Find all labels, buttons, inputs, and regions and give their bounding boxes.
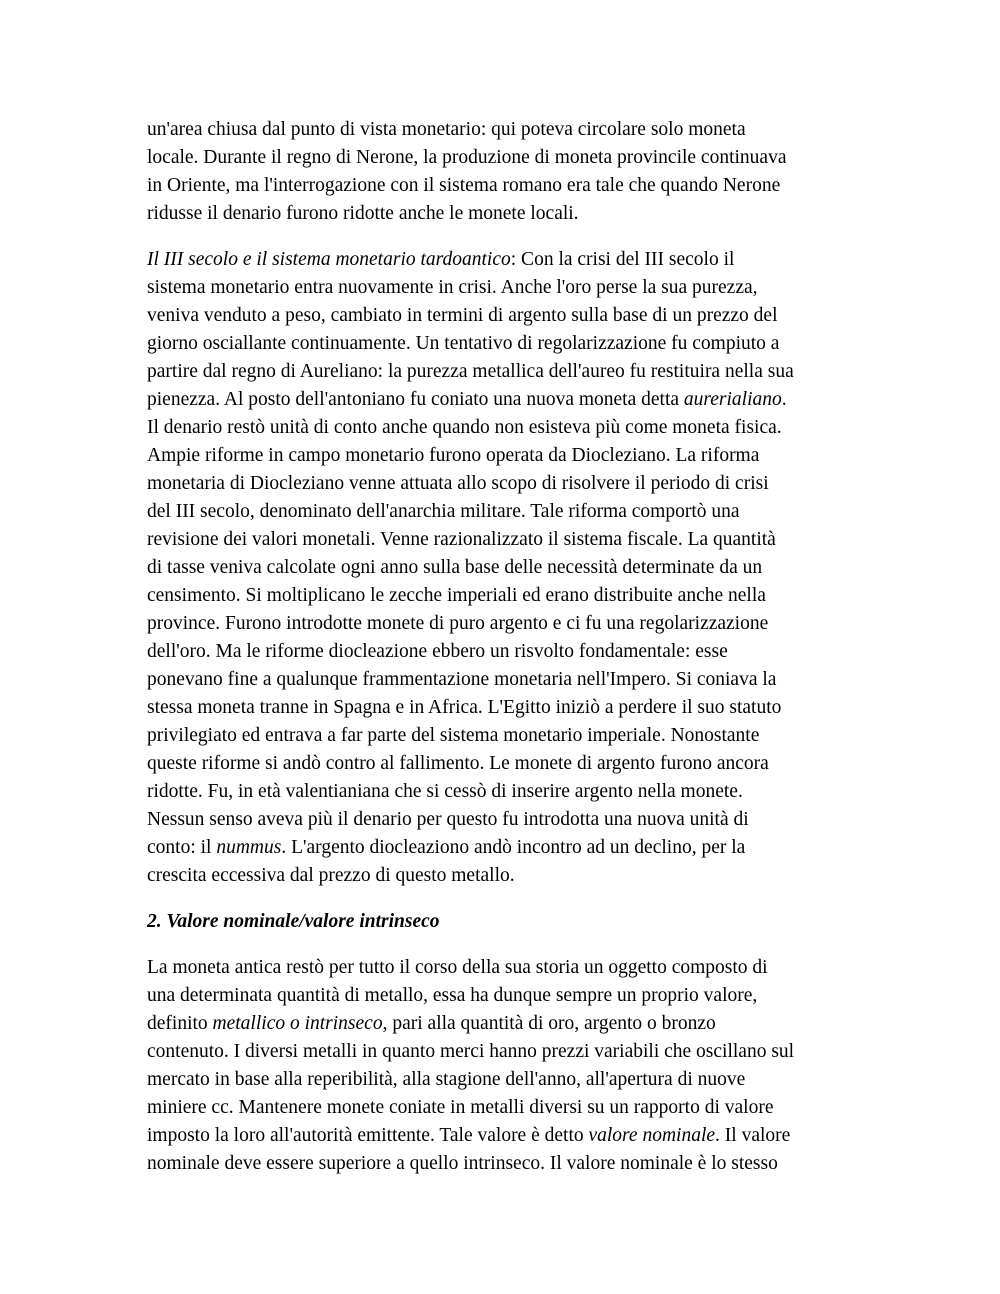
text-line: dell'oro. Ma le riforme diocleazione ebbero un risvolto fondamentale: esse (147, 641, 728, 662)
text-fragment: , pari alla quantità di oro, argento o bronzo (382, 1013, 716, 1034)
text-line: giorno osciallante continuamente. Un tentativo di regolarizzazione fu compiuto a (147, 333, 780, 354)
text-line: nominale deve essere superiore a quello intrinseco. Il valore nominale è lo stesso (147, 1153, 778, 1174)
text-line (147, 386, 867, 414)
text-line: monetaria di Diocleziano venne attuata allo scopo di risolvere il periodo di crisi (147, 473, 769, 494)
text-fragment: . (781, 389, 787, 410)
italic-term: aurerialiano (683, 389, 782, 410)
text-line: crescita eccessiva dal prezzo di questo metallo. (147, 865, 515, 886)
text-line: ponevano fine a qualunque frammentazione monetaria nell'Impero. Si coniava la (147, 669, 777, 690)
text-line (147, 834, 867, 862)
text-fragment: . Il valore (715, 1125, 791, 1146)
text-line: stessa moneta tranne in Spagna e in Africa. L'Egitto iniziò a perdere il suo statuto (147, 697, 782, 718)
text-line: privilegiato ed entrava a far parte del sistema monetario imperiale. Nonostante (147, 725, 760, 746)
text-line: veniva venduto a peso, cambiato in termini di argento sulla base di un prezzo del (147, 305, 778, 326)
paragraph-nerone (147, 116, 867, 228)
text-line: Ampie riforme in campo monetario furono operata da Diocleziano. La riforma (147, 445, 760, 466)
italic-term: metallico o intrinseco (212, 1013, 383, 1034)
italic-term: nummus (216, 837, 282, 858)
section-heading: 2. Valore nominale/valore intrinseco (147, 911, 440, 932)
text-line: miniere cc. Mantenere monete coniate in metalli diversi su un rapporto di valore (147, 1097, 774, 1118)
text-line: censimento. Si moltiplicano le zecche imperiali ed erano distribuite anche nella (147, 585, 766, 606)
text-line: Nessun senso aveva più il denario per questo fu introdotta una nuova unità di (147, 809, 749, 830)
text-line: revisione dei valori monetali. Venne razionalizzato il sistema fiscale. La quantità (147, 529, 776, 550)
text-line: sistema monetario entra nuovamente in crisi. Anche l'oro perse la sua purezza, (147, 277, 758, 298)
italic-term: valore nominale (588, 1125, 716, 1146)
paragraph-nominal-value (147, 954, 867, 1178)
text-fragment: . L'argento diocleaziono andò incontro ad un declino, per la (281, 837, 746, 858)
text-line: ridusse il denario furono ridotte anche le monete locali. (147, 203, 579, 224)
paragraph-third-century (147, 246, 867, 890)
text-line: queste riforme si andò contro al fallimento. Le monete di argento furono ancora (147, 753, 769, 774)
text-line: di tasse veniva calcolate ogni anno sulla base delle necessità determinate da un (147, 557, 763, 578)
text-line (147, 246, 867, 274)
text-fragment: pienezza. Al posto dell'antoniano fu coniato una nuova moneta detta (147, 389, 684, 410)
text-line (147, 1010, 867, 1038)
document-page (147, 116, 867, 1196)
text-line: partire dal regno di Aureliano: la purezza metallica dell'aureo fu restituira nella sua (147, 361, 794, 382)
text-line: locale. Durante il regno di Nerone, la produzione di moneta provincile continuava (147, 147, 787, 168)
text-line: Il denario restò unità di conto anche quando non esisteva più come moneta fisica. (147, 417, 782, 438)
text-line: province. Furono introdotte monete di puro argento e ci fu una regolarizzazione (147, 613, 769, 634)
text-fragment: definito (147, 1013, 213, 1034)
text-line: mercato in base alla reperibilità, alla stagione dell'anno, all'apertura di nuove (147, 1069, 746, 1090)
text-fragment: : Con la crisi del III secolo il (510, 249, 735, 270)
text-line: un'area chiusa dal punto di vista monetario: qui poteva circolare solo moneta (147, 119, 746, 140)
paragraph-title-italic: Il III secolo e il sistema monetario tardoantico (147, 249, 511, 270)
text-fragment: imposto la loro all'autorità emittente. Tale valore è detto (147, 1125, 589, 1146)
text-line (147, 1122, 867, 1150)
text-fragment: conto: il (147, 837, 217, 858)
text-line: una determinata quantità di metallo, essa ha dunque sempre un proprio valore, (147, 985, 758, 1006)
text-line: ridotte. Fu, in età valentianiana che si cessò di inserire argento nella monete. (147, 781, 743, 802)
text-line: contenuto. I diversi metalli in quanto merci hanno prezzi variabili che oscillano sul (147, 1041, 795, 1062)
text-line: in Oriente, ma l'interrogazione con il sistema romano era tale che quando Nerone (147, 175, 781, 196)
text-line: del III secolo, denominato dell'anarchia militare. Tale riforma comportò una (147, 501, 740, 522)
text-line: La moneta antica restò per tutto il corso della sua storia un oggetto composto di (147, 957, 768, 978)
